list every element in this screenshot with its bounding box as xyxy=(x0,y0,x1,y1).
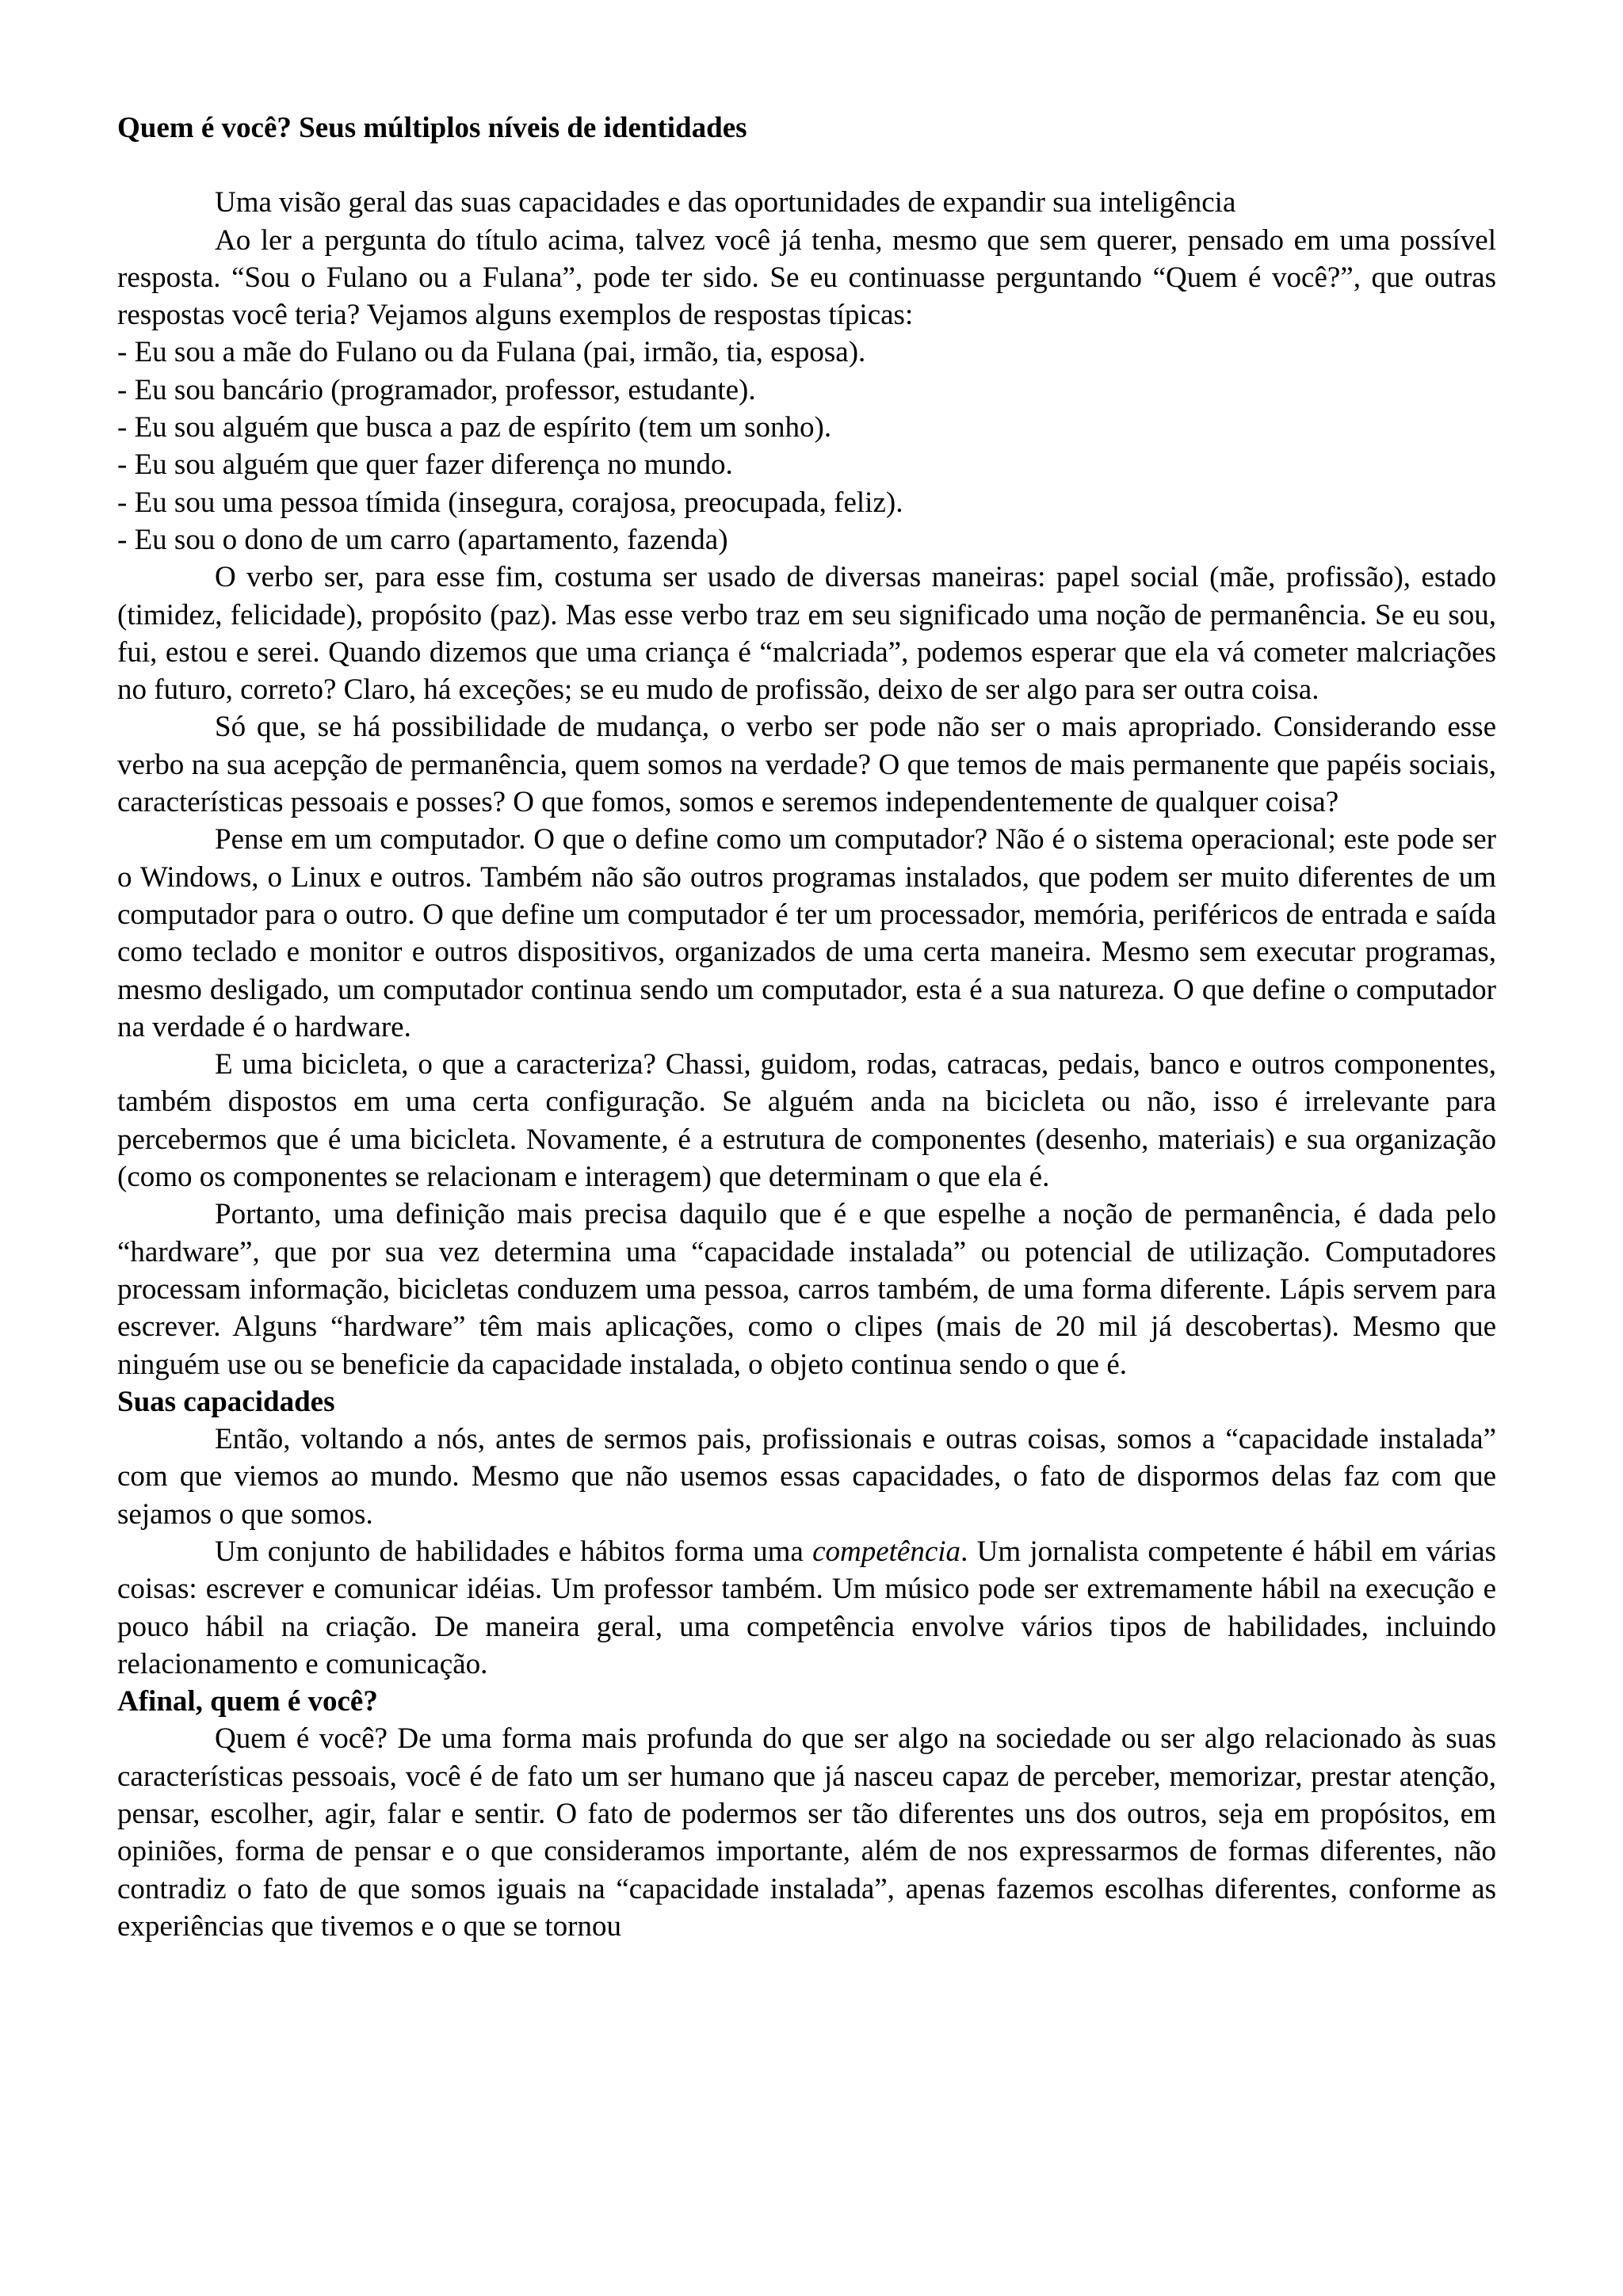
paragraph-mudanca: Só que, se há possibilidade de mudança, o verbo ser pode não ser o mais apropriado. Considerando esse verbo na sua acepção de permanência, quem somos na verdade? O que temos de mais permanente que papéis sociais, características pessoais e posses? O que fomos, somos e seremos independentemente de qualquer coisa? xyxy=(117,711,1496,819)
paragraph-computador: Pense em um computador. O que o define como um computador? Não é o sistema operacional; este pode ser o Windows, o Linux e outros. Também não são outros programas instalados, que podem ser muito diferentes de um computador para o outro. O que define um computador é ter um processador, memória, periféricos de entrada e saída como teclado e monitor e outros dispositivos, organizados de uma certa maneira. Mesmo sem executar programas, mesmo desligado, um computador continua sendo um computador, esta é a sua natureza. O que define o computador na verdade é o hardware. xyxy=(117,823,1496,1043)
paragraph-capacidade-instalada: Então, voltando a nós, antes de sermos pais, profissionais e outras coisas, somos a “capacidade instalada” com que viemos ao mundo. Mesmo que não usemos essas capacidades, o fato de dispormos delas faz com que sejamos o que somos. xyxy=(117,1423,1496,1531)
paragraph-competencia xyxy=(117,1533,1496,1683)
competencia-text-after: . Um jornalista competente é hábil em várias coisas: escrever e comunicar idéias. Um professor também. Um músico pode ser extremamente hábil na execução e pouco hábil na criação. De maneira geral, uma competência envolve vários tipos de habilidades, incluindo relacionamento e comunicação. xyxy=(117,1535,1496,1680)
document-subtitle: Uma visão geral das suas capacidades e das oportunidades de expandir sua inteligência xyxy=(215,186,1236,219)
paragraph-bicicleta: E uma bicicleta, o que a caracteriza? Chassi, guidom, rodas, catracas, pedais, banco e outros componentes, também dispostos em uma certa configuração. Se alguém anda na bicicleta ou não, isso é irrelevante para percebermos que é uma bicicleta. Novamente, é a estrutura de componentes (desenho, materiais) e sua organização (como os componentes se relacionam e interagem) que determinam o que ela é. xyxy=(117,1048,1496,1194)
answer-list xyxy=(117,334,1496,559)
list-item: - Eu sou bancário (programador, professor, estudante). xyxy=(117,373,756,406)
heading-suas-capacidades: Suas capacidades xyxy=(117,1385,335,1418)
list-item: - Eu sou a mãe do Fulano ou da Fulana (pai, irmão, tia, esposa). xyxy=(117,336,866,369)
heading-afinal: Afinal, quem é você? xyxy=(117,1685,378,1718)
list-item: - Eu sou uma pessoa tímida (insegura, corajosa, preocupada, feliz). xyxy=(117,486,903,519)
paragraph-intro: Ao ler a pergunta do título acima, talvez você já tenha, mesmo que sem querer, pensado em uma possível resposta. “Sou o Fulano ou a Fulana”, pode ter sido. Se eu continuasse perguntando “Quem é você?”, que outras respostas você teria? Vejamos alguns exemplos de respostas típicas: xyxy=(117,223,1496,332)
document-page xyxy=(117,109,1496,1945)
competencia-term: competência xyxy=(812,1535,961,1568)
competencia-text-before: Um conjunto de habilidades e hábitos forma uma xyxy=(215,1535,813,1568)
paragraph-quem-e-voce: Quem é você? De uma forma mais profunda do que ser algo na sociedade ou ser algo relacionado às suas características pessoais, você é de fato um ser humano que já nasceu capaz de perceber, memorizar, prestar atenção, pensar, escolher, agir, falar e sentir. O fato de podermos ser tão diferentes uns dos outros, seja em propósitos, em opiniões, forma de pensar e o que consideramos importante, além de nos expressarmos de formas diferentes, não contradiz o fato de que somos iguais na “capacidade instalada”, apenas fazemos escolhas diferentes, conforme as experiências que tivemos e o que se tornou xyxy=(117,1722,1496,1943)
list-item: - Eu sou alguém que quer fazer diferença no mundo. xyxy=(117,448,733,482)
list-item: - Eu sou alguém que busca a paz de espírito (tem um sonho). xyxy=(117,411,832,444)
paragraph-verbo-ser: O verbo ser, para esse fim, costuma ser usado de diversas maneiras: papel social (mãe, profissão), estado (timidez, felicidade), propósito (paz). Mas esse verbo traz em seu significado uma noção de permanência. Se eu sou, fui, estou e serei. Quando dizemos que uma criança é “malcriada”, podemos esperar que ela vá cometer malcriações no futuro, correto? Claro, há exceções; se eu mudo de profissão, deixo de ser algo para ser outra coisa. xyxy=(117,561,1496,707)
document-title: Quem é você? Seus múltiplos níveis de identidades xyxy=(117,112,747,144)
list-item: - Eu sou o dono de um carro (apartamento, fazenda) xyxy=(117,523,728,556)
paragraph-hardware: Portanto, uma definição mais precisa daquilo que é e que espelhe a noção de permanência, é dada pelo “hardware”, que por sua vez determina uma “capacidade instalada” ou potencial de utilização. Computadores processam informação, bicicletas conduzem uma pessoa, carros também, de uma forma diferente. Lápis servem para escrever. Alguns “hardware” têm mais aplicações, como o clipes (mais de 20 mil já descobertas). Mesmo que ninguém use ou se beneficie da capacidade instalada, o objeto continua sendo o que é. xyxy=(117,1198,1496,1381)
